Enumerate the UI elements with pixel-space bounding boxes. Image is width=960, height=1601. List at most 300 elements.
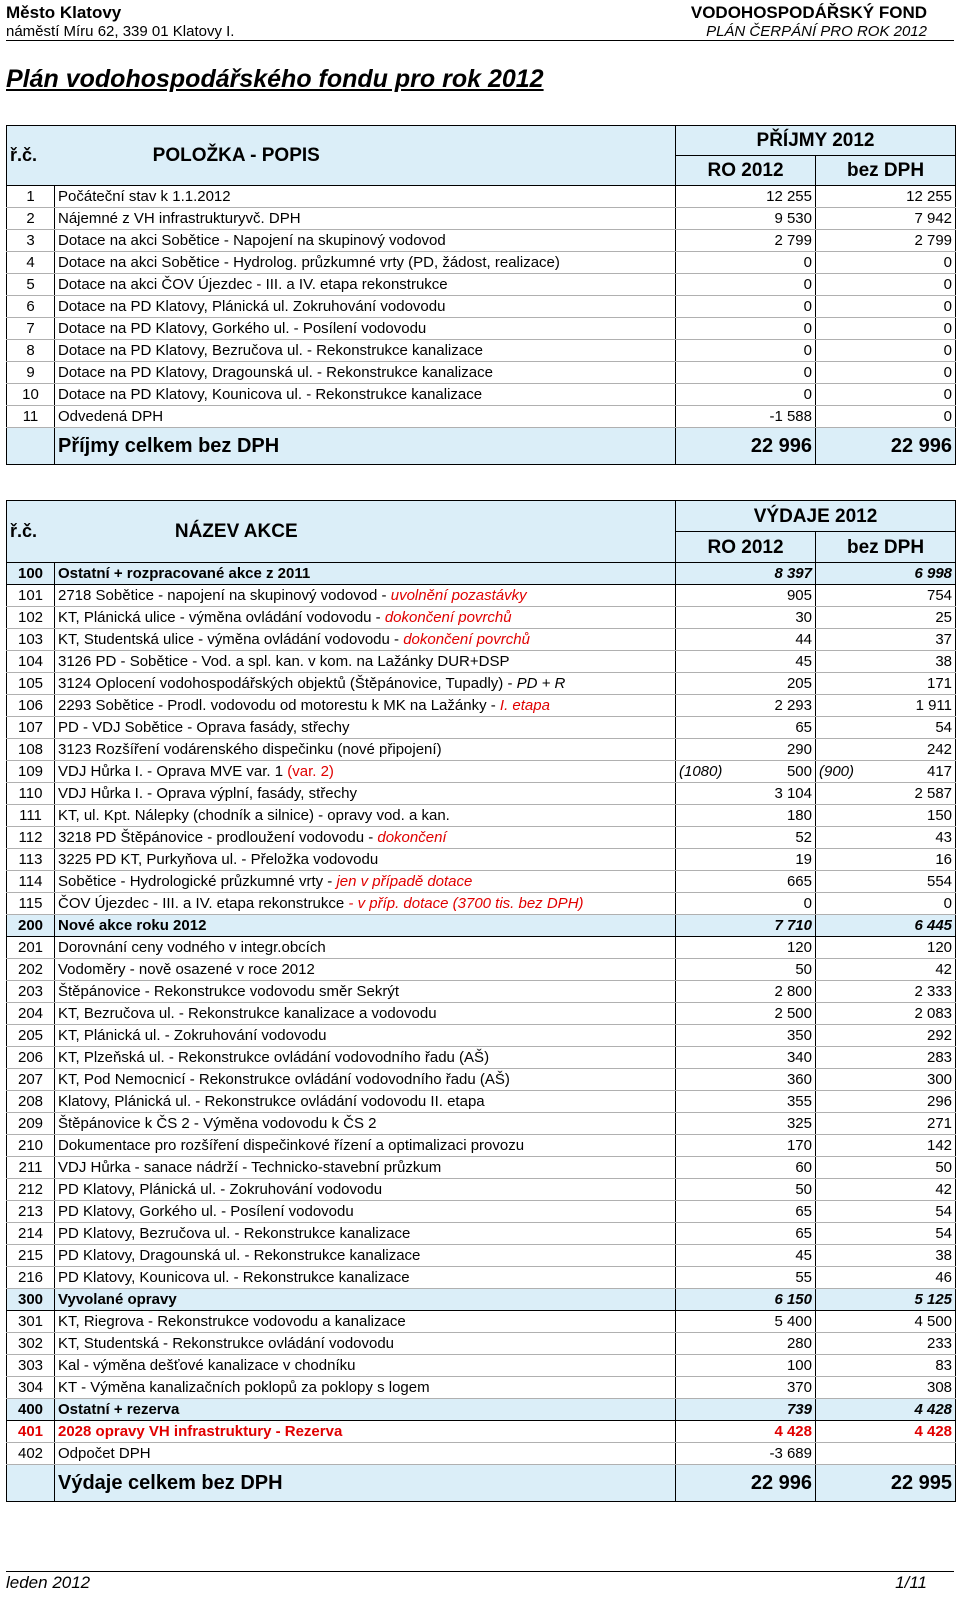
row-description (55, 783, 676, 805)
row-bez-dph (816, 915, 956, 937)
expense-row (7, 893, 956, 915)
expense-row (7, 849, 956, 871)
row-description (55, 1289, 676, 1311)
description-text: 2293 Sobětice - Prodl. vodovodu od motorestu k MK na Lažánky - (58, 697, 500, 714)
row-number: 300 (7, 1289, 55, 1311)
row-description (55, 651, 676, 673)
fund-name: VODOHOSPODÁŘSKÝ FOND (690, 3, 927, 22)
income-table (6, 125, 956, 465)
row-bez-dph (816, 937, 956, 959)
ro-value: 8 397 (774, 565, 812, 582)
row-number: 110 (7, 783, 55, 805)
row-ro-2012: 0 (676, 340, 816, 362)
bez-value: 16 (935, 851, 953, 868)
row-number: 200 (7, 915, 55, 937)
row-ro-2012 (676, 827, 816, 849)
ro-value: 0 (803, 895, 812, 912)
row-bez-dph (816, 1025, 956, 1047)
row-number: 10 (7, 384, 55, 406)
expense-col-ro: RO 2012 (676, 532, 816, 563)
row-number: 209 (7, 1113, 55, 1135)
description-text: PD - VDJ Sobětice - Oprava fasády, střechy (58, 719, 350, 736)
expense-row (7, 739, 956, 761)
row-description (55, 1091, 676, 1113)
row-number: 113 (7, 849, 55, 871)
row-ro-2012 (676, 607, 816, 629)
expense-row (7, 1047, 956, 1069)
bez-value: 54 (935, 1225, 953, 1242)
ro-value: 665 (786, 873, 812, 890)
page-title: Plán vodohospodářského fondu pro rok 2012 (6, 65, 544, 93)
description-text: 3124 Oplocení vodohospodářských objektů (Štěpánovice, Tupadly) - (58, 675, 517, 692)
ro-value: 55 (795, 1269, 812, 1286)
row-description: Dotace na PD Klatovy, Bezručova ul. - Rekonstrukce kanalizace (55, 340, 676, 362)
ro-value: 360 (786, 1071, 812, 1088)
bez-value: 171 (926, 675, 953, 692)
bez-value: 38 (935, 653, 953, 670)
row-bez-dph (816, 695, 956, 717)
description-text: PD Klatovy, Kounicova ul. - Rekonstrukce kanalizace (58, 1269, 410, 1286)
description-text: KT, Studentská - Rekonstrukce ovládání vodovodu (58, 1335, 395, 1352)
row-bez-dph (816, 871, 956, 893)
row-ro-2012 (676, 1421, 816, 1443)
group-row (7, 563, 956, 585)
row-description (55, 607, 676, 629)
row-ro-2012 (676, 761, 816, 783)
row-description (55, 871, 676, 893)
ro-value: 44 (795, 631, 812, 648)
income-row (7, 340, 956, 362)
ro-value: 50 (795, 961, 812, 978)
expense-row (7, 1135, 956, 1157)
row-ro-2012 (676, 981, 816, 1003)
row-bez-dph (816, 717, 956, 739)
bez-value: 754 (926, 587, 953, 604)
row-description (55, 1113, 676, 1135)
expense-row (7, 651, 956, 673)
row-description: Počáteční stav k 1.1.2012 (55, 186, 676, 208)
row-description (55, 1333, 676, 1355)
row-bez-dph (816, 1135, 956, 1157)
ro-value: 65 (795, 1203, 812, 1220)
row-number: 1 (7, 186, 55, 208)
row-ro-2012 (676, 585, 816, 607)
description-note: PD + R (516, 675, 566, 692)
row-number: 5 (7, 274, 55, 296)
bez-value: 2 587 (914, 785, 953, 802)
row-description (55, 849, 676, 871)
row-ro-2012 (676, 1311, 816, 1333)
row-ro-2012 (676, 629, 816, 651)
description-text: Ostatní + rezerva (58, 1401, 180, 1418)
row-bez-dph (816, 1443, 956, 1465)
ro-value: 355 (786, 1093, 812, 1110)
description-text: KT, Studentská ulice - výměna ovládání vodovodu - (58, 631, 404, 648)
footer-page-number: 1/11 (895, 1573, 927, 1592)
row-number: 101 (7, 585, 55, 607)
expense-row (7, 1179, 956, 1201)
row-bez-dph (816, 673, 956, 695)
row-bez-dph (816, 1267, 956, 1289)
row-ro-2012 (676, 849, 816, 871)
ro-value: 290 (786, 741, 812, 758)
description-text: Sobětice - Hydrologické průzkumné vrty - (58, 873, 337, 890)
ro-value: 2 500 (774, 1005, 812, 1022)
row-bez-dph (816, 1311, 956, 1333)
expense-row (7, 1223, 956, 1245)
income-row (7, 406, 956, 428)
bez-value: 43 (935, 829, 953, 846)
row-bez-dph (816, 585, 956, 607)
income-total-label: Příjmy celkem bez DPH (55, 428, 676, 465)
row-description (55, 1157, 676, 1179)
row-number: 7 (7, 318, 55, 340)
row-bez-dph (816, 893, 956, 915)
description-text: Kal - výměna dešťové kanalizace v chodníku (58, 1357, 356, 1374)
description-text: 2718 Sobětice - napojení na skupinový vodovod - (58, 587, 391, 604)
ro-value: 2 293 (774, 697, 812, 714)
row-description: Dotace na akci ČOV Újezdec - III. a IV. etapa rekonstrukce (55, 274, 676, 296)
row-ro-2012: 2 799 (676, 230, 816, 252)
ro-value: 905 (786, 587, 812, 604)
row-number: 211 (7, 1157, 55, 1179)
expense-table (6, 500, 956, 1502)
expense-row (7, 783, 956, 805)
description-text: Vyvolané opravy (58, 1291, 177, 1308)
expense-row (7, 629, 956, 651)
row-ro-2012 (676, 1069, 816, 1091)
expense-row (7, 1157, 956, 1179)
description-note: dokončení povrchů (403, 631, 530, 648)
bez-value: 50 (935, 1159, 953, 1176)
description-text: PD Klatovy, Dragounská ul. - Rekonstrukce kanalizace (58, 1247, 421, 1264)
description-note: I. etapa (499, 697, 550, 714)
expense-row (7, 607, 956, 629)
row-ro-2012: 0 (676, 384, 816, 406)
row-number: 9 (7, 362, 55, 384)
row-ro-2012 (676, 915, 816, 937)
expense-row (7, 1377, 956, 1399)
row-number: 8 (7, 340, 55, 362)
expense-total-bez: 22 995 (816, 1465, 956, 1502)
row-description (55, 1047, 676, 1069)
bez-value: 6 998 (914, 565, 953, 582)
row-description (55, 1399, 676, 1421)
expense-row (7, 1245, 956, 1267)
row-ro-2012 (676, 1113, 816, 1135)
row-bez-dph (816, 805, 956, 827)
row-ro-2012 (676, 1135, 816, 1157)
description-text: KT, Bezručova ul. - Rekonstrukce kanalizace a vodovodu (58, 1005, 437, 1022)
row-ro-2012 (676, 1377, 816, 1399)
bez-value: 308 (926, 1379, 953, 1396)
description-text: PD Klatovy, Bezručova ul. - Rekonstrukce kanalizace (58, 1225, 411, 1242)
header-divider (6, 40, 954, 41)
expense-row (7, 1421, 956, 1443)
bez-value: 271 (926, 1115, 953, 1132)
row-bez-dph: 0 (816, 318, 956, 340)
row-bez-dph (816, 981, 956, 1003)
income-row (7, 208, 956, 230)
row-ro-2012 (676, 805, 816, 827)
expense-row (7, 1003, 956, 1025)
row-description (55, 1443, 676, 1465)
row-bez-dph (816, 1245, 956, 1267)
row-number: 401 (7, 1421, 55, 1443)
expense-row (7, 1333, 956, 1355)
bez-value: 1 911 (915, 697, 953, 714)
row-ro-2012 (676, 1245, 816, 1267)
row-number: 106 (7, 695, 55, 717)
income-col-rc: ř.č. (7, 126, 55, 186)
row-number: 213 (7, 1201, 55, 1223)
row-number: 109 (7, 761, 55, 783)
bez-value: 54 (935, 1203, 953, 1220)
ro-value: 4 428 (774, 1423, 812, 1440)
income-row (7, 296, 956, 318)
expense-row (7, 827, 956, 849)
row-description: Dotace na akci Sobětice - Napojení na skupinový vodovod (55, 230, 676, 252)
ro-value: 65 (795, 1225, 812, 1242)
row-number: 201 (7, 937, 55, 959)
bez-value: 42 (935, 1181, 953, 1198)
row-ro-2012 (676, 1333, 816, 1355)
row-bez-dph (816, 607, 956, 629)
ro-value: 180 (786, 807, 812, 824)
row-bez-dph: 12 255 (816, 186, 956, 208)
bez-value: 4 428 (914, 1423, 953, 1440)
ro-value: 100 (786, 1357, 812, 1374)
expense-row (7, 1201, 956, 1223)
row-number: 108 (7, 739, 55, 761)
expense-col-rc: ř.č. (7, 501, 55, 563)
ro-value: 52 (795, 829, 812, 846)
row-description (55, 1355, 676, 1377)
row-number: 102 (7, 607, 55, 629)
row-number: 212 (7, 1179, 55, 1201)
row-ro-2012: 0 (676, 296, 816, 318)
expense-row (7, 1355, 956, 1377)
row-description (55, 1201, 676, 1223)
bez-value: 233 (926, 1335, 953, 1352)
row-number: 3 (7, 230, 55, 252)
bez-value: 296 (926, 1093, 953, 1110)
expense-row (7, 1267, 956, 1289)
description-note: - v příp. dotace (3700 tis. bez DPH) (344, 895, 584, 912)
ro-value: 45 (795, 1247, 812, 1264)
row-number: 205 (7, 1025, 55, 1047)
description-text: Nové akce roku 2012 (58, 917, 207, 934)
row-ro-2012 (676, 959, 816, 981)
expense-row (7, 1113, 956, 1135)
income-row (7, 252, 956, 274)
row-bez-dph (816, 1091, 956, 1113)
description-text: Dokumentace pro rozšíření dispečinkové řízení a optimalizaci provozu (58, 1137, 525, 1154)
row-description: Dotace na PD Klatovy, Dragounská ul. - Rekonstrukce kanalizace (55, 362, 676, 384)
row-ro-2012: 0 (676, 362, 816, 384)
row-bez-dph (816, 761, 956, 783)
row-bez-dph (816, 1201, 956, 1223)
description-text: 3225 PD KT, Purkyňova ul. - Přeložka vodovodu (58, 851, 379, 868)
row-bez-dph: 0 (816, 362, 956, 384)
row-ro-2012 (676, 651, 816, 673)
row-description (55, 1179, 676, 1201)
ro-value: 280 (786, 1335, 812, 1352)
ro-value: 65 (795, 719, 812, 736)
row-ro-2012 (676, 739, 816, 761)
row-description (55, 1025, 676, 1047)
ro-value: 60 (795, 1159, 812, 1176)
row-bez-dph: 0 (816, 340, 956, 362)
row-ro-2012 (676, 1201, 816, 1223)
ro-value: 7 710 (774, 917, 812, 934)
income-col-bez: bez DPH (816, 156, 956, 186)
org-name: Město Klatovy (6, 3, 122, 22)
expense-row (7, 585, 956, 607)
description-note: (var. 2) (287, 763, 334, 780)
expense-total-spacer (7, 1465, 55, 1502)
row-number: 216 (7, 1267, 55, 1289)
ro-value: 370 (786, 1379, 812, 1396)
row-number: 206 (7, 1047, 55, 1069)
income-col-ro: RO 2012 (676, 156, 816, 186)
row-bez-dph: 0 (816, 406, 956, 428)
expense-row (7, 695, 956, 717)
row-ro-2012: 12 255 (676, 186, 816, 208)
description-text: KT, Plzeňská ul. - Rekonstrukce ovládání vodovodního řadu (AŠ) (58, 1049, 490, 1066)
bez-value: 5 125 (914, 1291, 953, 1308)
row-description (55, 915, 676, 937)
row-ro-2012 (676, 1091, 816, 1113)
row-bez-dph (816, 629, 956, 651)
expense-row (7, 761, 956, 783)
description-note: dokončení povrchů (384, 609, 512, 626)
expense-row (7, 959, 956, 981)
bez-value: 46 (935, 1269, 953, 1286)
row-bez-dph (816, 1157, 956, 1179)
row-ro-2012 (676, 1179, 816, 1201)
row-number: 207 (7, 1069, 55, 1091)
row-number: 304 (7, 1377, 55, 1399)
row-bez-dph (816, 1421, 956, 1443)
row-bez-dph (816, 849, 956, 871)
income-row (7, 186, 956, 208)
org-address: náměstí Míru 62, 339 01 Klatovy I. (6, 23, 235, 40)
row-ro-2012 (676, 893, 816, 915)
expense-row (7, 1069, 956, 1091)
row-ro-2012 (676, 717, 816, 739)
expense-col-desc: NÁZEV AKCE (55, 501, 676, 563)
row-description (55, 1245, 676, 1267)
bez-value: 283 (926, 1049, 953, 1066)
income-row (7, 362, 956, 384)
row-number: 202 (7, 959, 55, 981)
bez-value: 37 (935, 631, 953, 648)
expense-col-group: VÝDAJE 2012 (676, 501, 956, 532)
row-bez-dph: 7 942 (816, 208, 956, 230)
bez-value: 292 (926, 1027, 953, 1044)
row-number: 2 (7, 208, 55, 230)
row-number: 11 (7, 406, 55, 428)
row-number: 114 (7, 871, 55, 893)
row-number: 105 (7, 673, 55, 695)
row-bez-dph (816, 651, 956, 673)
bez-value: 54 (935, 719, 953, 736)
row-description: Odvedená DPH (55, 406, 676, 428)
description-note: uvolnění pozastávky (390, 587, 527, 604)
row-description: Dotace na akci Sobětice - Hydrolog. průzkumné vrty (PD, žádost, realizace) (55, 252, 676, 274)
ro-value: 500 (786, 763, 812, 780)
row-number: 112 (7, 827, 55, 849)
bez-value: 242 (926, 741, 953, 758)
ro-value: -3 689 (769, 1445, 812, 1462)
row-number: 104 (7, 651, 55, 673)
row-bez-dph: 0 (816, 384, 956, 406)
bez-value: 142 (926, 1137, 953, 1154)
income-col-group: PŘÍJMY 2012 (676, 126, 956, 156)
row-bez-dph: 2 799 (816, 230, 956, 252)
row-number: 400 (7, 1399, 55, 1421)
row-bez-dph (816, 1399, 956, 1421)
description-text: Klatovy, Plánická ul. - Rekonstrukce ovládání vodovodu II. etapa (58, 1093, 485, 1110)
row-description (55, 1135, 676, 1157)
income-total-ro: 22 996 (676, 428, 816, 465)
bez-value: 150 (926, 807, 953, 824)
row-bez-dph: 0 (816, 296, 956, 318)
ro-value: 120 (786, 939, 812, 956)
row-number: 214 (7, 1223, 55, 1245)
row-number: 107 (7, 717, 55, 739)
row-ro-2012 (676, 1355, 816, 1377)
row-bez-dph (816, 959, 956, 981)
row-ro-2012 (676, 1289, 816, 1311)
row-description (55, 739, 676, 761)
row-bez-dph: 0 (816, 274, 956, 296)
row-bez-dph (816, 1113, 956, 1135)
row-bez-dph (816, 1003, 956, 1025)
row-number: 6 (7, 296, 55, 318)
row-number: 208 (7, 1091, 55, 1113)
row-ro-2012 (676, 871, 816, 893)
row-number: 210 (7, 1135, 55, 1157)
row-ro-2012: 0 (676, 318, 816, 340)
row-ro-2012: 0 (676, 274, 816, 296)
row-description (55, 893, 676, 915)
row-number: 303 (7, 1355, 55, 1377)
description-text: VDJ Hůrka - sanace nádrží - Technicko-stavební průzkum (58, 1159, 442, 1176)
row-description (55, 1421, 676, 1443)
row-description (55, 695, 676, 717)
row-number: 203 (7, 981, 55, 1003)
row-ro-2012 (676, 1267, 816, 1289)
description-text: Štěpánovice k ČS 2 - Výměna vodovodu k ČS 2 (58, 1115, 377, 1132)
description-text: ČOV Újezdec - III. a IV. etapa rekonstrukce (58, 895, 345, 912)
row-description (55, 717, 676, 739)
bez-value: 6 445 (914, 917, 953, 934)
ro-value: 340 (786, 1049, 812, 1066)
row-bez-dph (816, 827, 956, 849)
row-description (55, 563, 676, 585)
income-row (7, 384, 956, 406)
row-description: Dotace na PD Klatovy, Kounicova ul. - Rekonstrukce kanalizace (55, 384, 676, 406)
income-total-bez: 22 996 (816, 428, 956, 465)
row-bez-dph (816, 739, 956, 761)
description-text: 3123 Rozšíření vodárenského dispečinku (nové připojení) (58, 741, 442, 758)
row-ro-2012 (676, 1025, 816, 1047)
row-number: 100 (7, 563, 55, 585)
row-bez-dph (816, 1179, 956, 1201)
description-text: VDJ Hůrka I. - Oprava výplní, fasády, střechy (58, 785, 357, 802)
